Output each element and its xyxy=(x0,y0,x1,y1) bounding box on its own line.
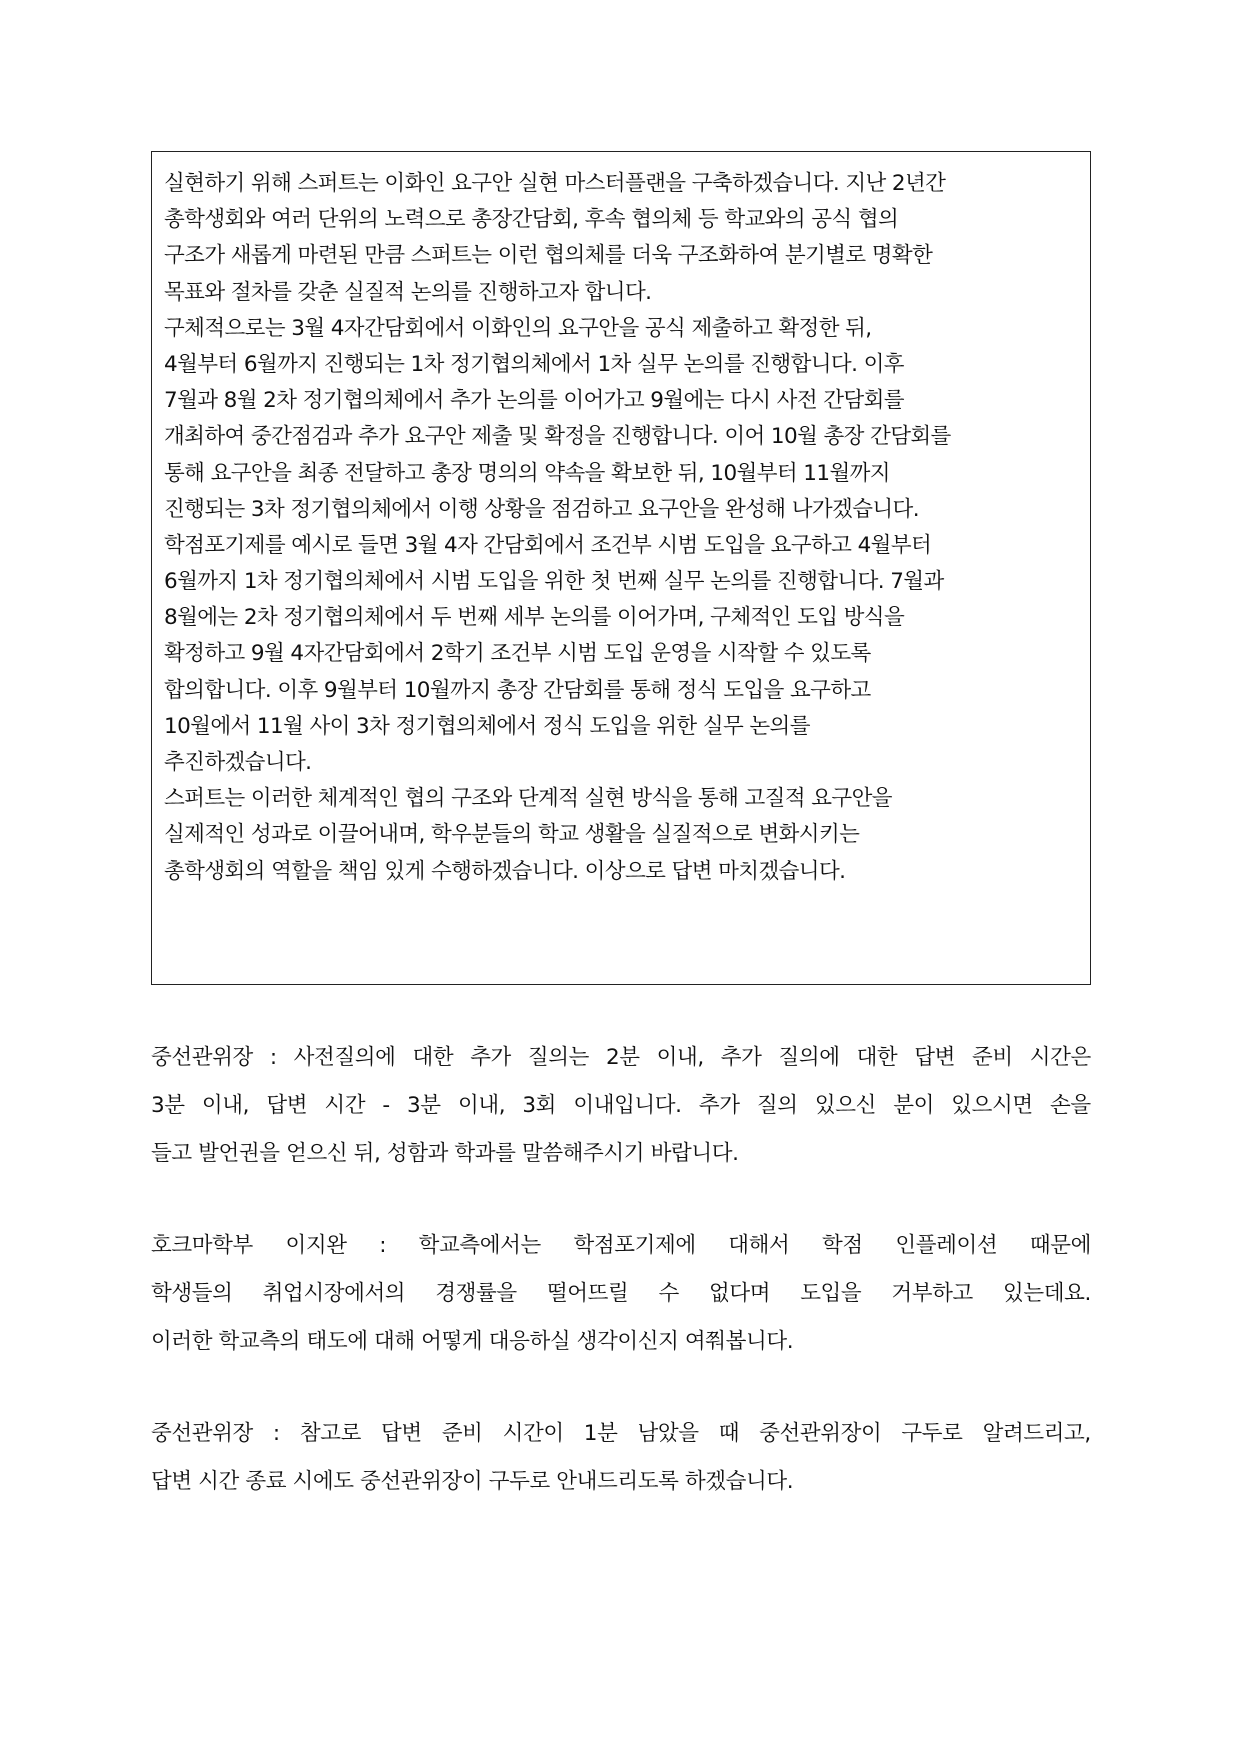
question-paragraph xyxy=(151,1222,1091,1366)
answer-line: 합의합니다. 이후 9월부터 10월까지 총장 간담회를 통해 정식 도입을 요구하고 xyxy=(164,677,871,703)
paragraph-line: 호크마학부 이지완 : 학교측에서는 학점포기제에 대해서 학점 인플레이션 때문에 xyxy=(151,1233,1091,1258)
answer-line: 통해 요구안을 최종 전달하고 총장 명의의 약속을 확보한 뒤, 10월부터 11월까지 xyxy=(164,460,890,486)
answer-line: 추진하겠습니다. xyxy=(164,750,312,775)
answer-line: 목표와 절차를 갖춘 실질적 논의를 진행하고자 합니다. xyxy=(164,279,652,305)
paragraph-line: 중선관위장 : 사전질의에 대한 추가 질의는 2분 이내, 추가 질의에 대한 답변 준비 시간은 xyxy=(151,1045,1091,1070)
answer-line: 확정하고 9월 4자간담회에서 2학기 조건부 시범 도입 운영을 시작할 수 있도록 xyxy=(164,641,871,667)
answer-line: 구조가 새롭게 마련된 만큼 스퍼트는 이런 협의체를 더욱 구조화하여 분기별로 명확한 xyxy=(164,243,933,269)
answer-line: 구체적으로는 3월 4자간담회에서 이화인의 요구안을 공식 제출하고 확정한 뒤, xyxy=(164,315,872,341)
answer-line: 총학생회와 여러 단위의 노력으로 총장간담회, 후속 협의체 등 학교와의 공식 협의 xyxy=(164,207,899,233)
answer-line: 총학생회의 역할을 책임 있게 수행하겠습니다. 이상으로 답변 마치겠습니다. xyxy=(164,858,846,884)
answer-line: 10월에서 11월 사이 3차 정기협의체에서 정식 도입을 위한 실무 논의를 xyxy=(164,713,810,739)
answer-line: 실제적인 성과로 이끌어내며, 학우분들의 학교 생활을 실질적으로 변화시키는 xyxy=(164,822,860,848)
paragraph-line: 이러한 학교측의 태도에 대해 어떻게 대응하실 생각이신지 여쭤봅니다. xyxy=(151,1329,794,1354)
moderator-paragraph-1 xyxy=(151,1034,1091,1178)
moderator-paragraph-2 xyxy=(151,1410,1091,1506)
answer-line: 개최하여 중간점검과 추가 요구안 제출 및 확정을 진행합니다. 이어 10월 총장 간담회를 xyxy=(164,424,951,450)
answer-line: 학점포기제를 예시로 들면 3월 4자 간담회에서 조건부 시범 도입을 요구하고 4월부터 xyxy=(164,532,932,558)
paragraph-line: 3분 이내, 답변 시간 - 3분 이내, 3회 이내입니다. 추가 질의 있으신 분이 있으시면 손을 xyxy=(151,1093,1091,1118)
paragraph-line: 답변 시간 종료 시에도 중선관위장이 구두로 안내드리도록 하겠습니다. xyxy=(151,1469,794,1494)
answer-line: 실현하기 위해 스퍼트는 이화인 요구안 실현 마스터플랜을 구축하겠습니다. 지난 2년간 xyxy=(164,171,946,196)
paragraph-line: 들고 발언권을 얻으신 뒤, 성함과 학과를 말씀해주시기 바랍니다. xyxy=(151,1141,739,1166)
answer-line: 진행되는 3차 정기협의체에서 이행 상황을 점검하고 요구안을 완성해 나가겠습니다. xyxy=(164,496,919,522)
answer-line: 스퍼트는 이러한 체계적인 협의 구조와 단계적 실현 방식을 통해 고질적 요구안을 xyxy=(164,786,892,812)
answer-text-box xyxy=(151,151,1091,985)
paragraph-line: 중선관위장 : 참고로 답변 준비 시간이 1분 남았을 때 중선관위장이 구두로 알려드리고, xyxy=(151,1421,1091,1446)
answer-line: 6월까지 1차 정기협의체에서 시범 도입을 위한 첫 번째 실무 논의를 진행합니다. 7월과 xyxy=(164,569,944,595)
answer-line: 7월과 8월 2차 정기협의체에서 추가 논의를 이어가고 9월에는 다시 사전 간담회를 xyxy=(164,388,904,414)
answer-line: 4월부터 6월까지 진행되는 1차 정기협의체에서 1차 실무 논의를 진행합니다. 이후 xyxy=(164,351,904,377)
answer-line: 8월에는 2차 정기협의체에서 두 번째 세부 논의를 이어가며, 구체적인 도입 방식을 xyxy=(164,605,905,631)
paragraph-line: 학생들의 취업시장에서의 경쟁률을 떨어뜨릴 수 없다며 도입을 거부하고 있는데요. xyxy=(151,1281,1091,1306)
